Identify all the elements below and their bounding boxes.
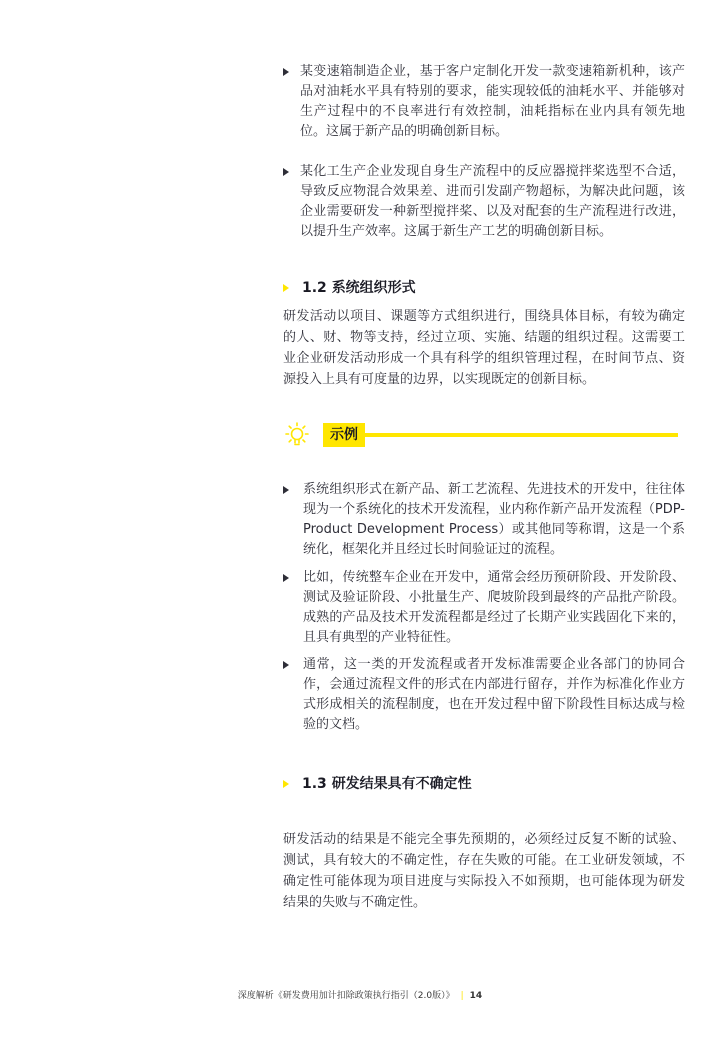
example-label: 示例 xyxy=(323,423,365,447)
example-rule xyxy=(365,433,678,437)
bullet-marker xyxy=(283,168,289,176)
bullet-marker xyxy=(283,574,289,582)
lightbulb-icon xyxy=(283,421,311,449)
bullet-item xyxy=(283,568,685,648)
heading-marker xyxy=(283,284,289,292)
section-title: 系统组织形式 xyxy=(331,280,416,296)
bullet-marker xyxy=(283,661,289,669)
bullet-text: 某变速箱制造企业，基于客户定制化开发一款变速箱新机种，该产品对油耗水平具有特别的要求，能实现较低的油耗水平、并能够对生产过程中的不良率进行有效控制，油耗指标在业内具有领先地位。这属于新产品的明确创新目标。 xyxy=(300,64,685,139)
bullet-item xyxy=(283,62,685,142)
footer-doc-title: 深度解析《研发费用加计扣除政策执行指引（2.0版）》 xyxy=(237,991,455,1001)
bullet-item xyxy=(283,655,685,735)
bullet-item xyxy=(283,480,685,560)
section-paragraph: 研发活动以项目、课题等方式组织进行，围绕具体目标，有较为确定的人、财、物等支持，经过立项、实施、结题的组织过程。这需要工业企业研发活动形成一个具有科学的组织管理过程，在时间节点、资源投入上具有可度量的边界，以实现既定的创新目标。 xyxy=(283,309,685,387)
bullet-text: 某化工生产企业发现自身生产流程中的反应器搅拌桨选型不合适，导致反应物混合效果差、进而引发副产物超标，为解决此问题，该企业需要研发一种新型搅拌桨、以及对配套的生产流程进行改进，以提升生产效率。这属于新生产工艺的明确创新目标。 xyxy=(300,164,685,239)
heading-marker xyxy=(283,780,289,788)
example-banner xyxy=(283,420,678,450)
page-footer xyxy=(0,988,720,1001)
section-heading-1-2 xyxy=(283,277,416,299)
section-number: 1.2 xyxy=(302,280,327,296)
section-heading-1-3 xyxy=(283,773,472,795)
bullet-text: 系统组织形式在新产品、新工艺流程、先进技术的开发中，往往体现为一个系统化的技术开发流程，业内称作新产品开发流程（PDP-Product Development Process）或其他同等称谓，这是一个系统化，框架化并且经过长时间验证过的流程。 xyxy=(303,482,685,557)
section-number: 1.3 xyxy=(302,776,327,792)
bullet-text: 通常，这一类的开发流程或者开发标准需要企业各部门的协同合作，会通过流程文件的形式在内部进行留存，并作为标准化作业方式形成相关的流程制度，也在开发过程中留下阶段性目标达成与检验的文档。 xyxy=(303,657,685,732)
page-number: 14 xyxy=(469,991,483,1001)
section-title: 研发结果具有不确定性 xyxy=(331,776,472,792)
bullet-item xyxy=(283,162,685,242)
bullet-marker xyxy=(283,486,289,494)
footer-separator: | xyxy=(460,991,464,1001)
bullet-text: 比如，传统整车企业在开发中，通常会经历预研阶段、开发阶段、测试及验证阶段、小批量生产、爬坡阶段到最终的产品批产阶段。成熟的产品及技术开发流程都是经过了长期产业实践固化下来的，且具有典型的产业特征性。 xyxy=(303,570,685,645)
bullet-marker xyxy=(283,68,289,76)
section-paragraph: 研发活动的结果是不能完全事先预期的，必须经过反复不断的试验、测试，具有较大的不确定性，存在失败的可能。在工业研发领域，不确定性可能体现为项目进度与实际投入不如预期，也可能体现为研发结果的失败与不确定性。 xyxy=(283,832,685,910)
